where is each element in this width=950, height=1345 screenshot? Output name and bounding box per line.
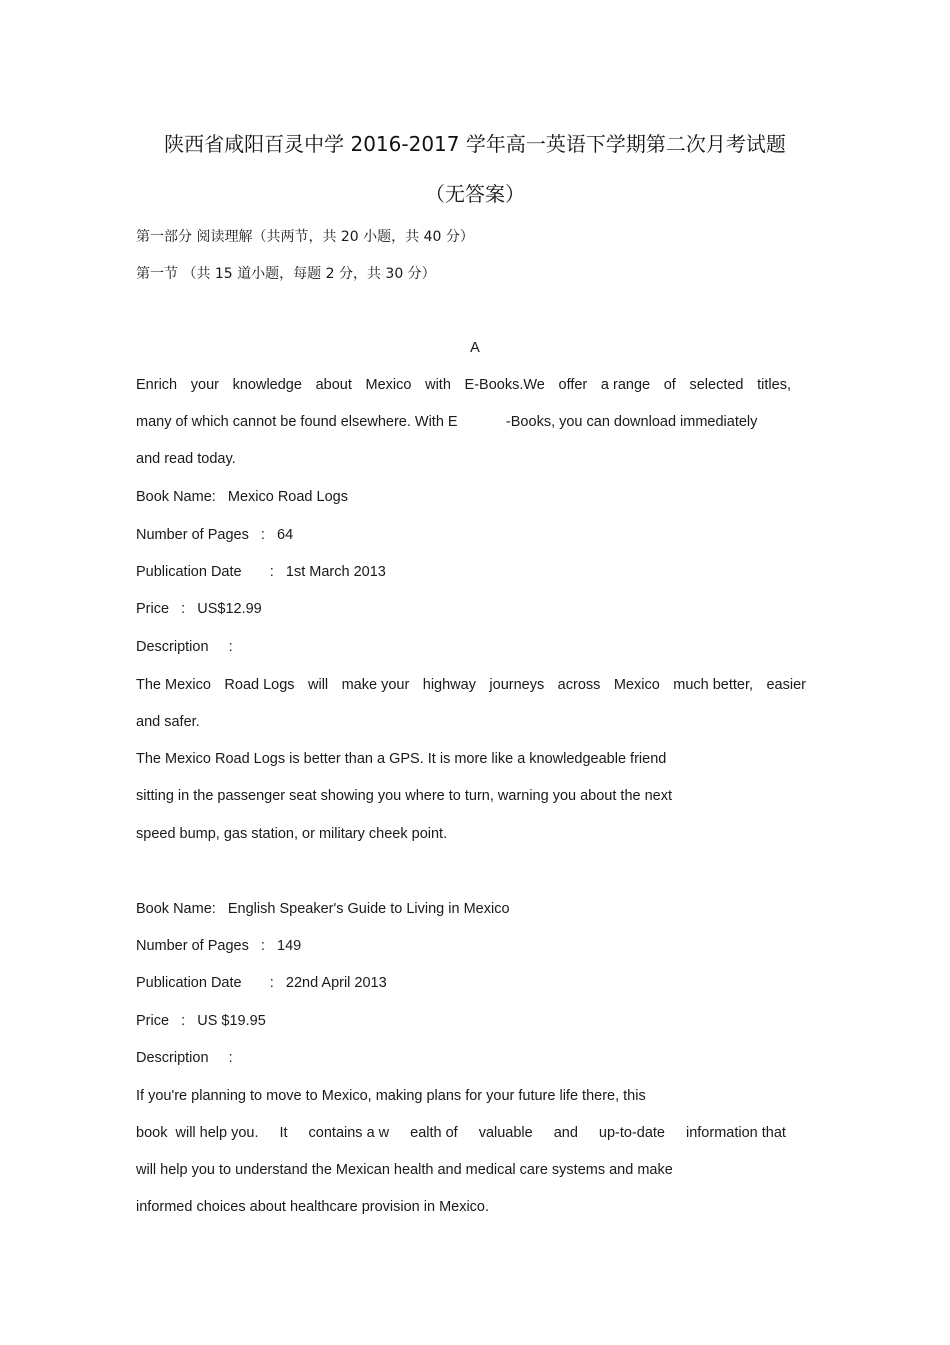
word: book will help you. — [136, 1125, 259, 1141]
intro-line-3: and read today. — [136, 451, 236, 467]
word: Mexico — [613, 677, 660, 693]
word: and — [553, 1125, 578, 1141]
word: offer — [558, 377, 588, 393]
book2-name: Book Name: English Speaker's Guide to Living in Mexico — [136, 901, 510, 917]
word: ealth of — [410, 1125, 458, 1141]
book1-date: Publication Date : 1st March 2013 — [136, 564, 386, 580]
word: selected — [689, 377, 744, 393]
passage-label: A — [470, 340, 480, 356]
word: across — [557, 677, 601, 693]
word: knowledge — [232, 377, 302, 393]
book1-desc-line-3: The Mexico Road Logs is better than a GPS. It is more like a knowledgeable friend — [136, 751, 667, 767]
word: highway — [422, 677, 476, 693]
book2-desc-line-4: informed choices about healthcare provision in Mexico. — [136, 1199, 490, 1215]
book2-date: Publication Date : 22nd April 2013 — [136, 975, 387, 991]
word: easier — [766, 677, 806, 693]
book1-desc-line-4: sitting in the passenger seat showing you where to turn, warning you about the next — [136, 788, 673, 804]
book2-desc-line-1: If you're planning to move to Mexico, making plans for your future life there, this — [136, 1088, 646, 1104]
word: E-Books.We — [464, 377, 545, 393]
book1-name: Book Name: Mexico Road Logs — [136, 489, 348, 505]
word: Road Logs — [224, 677, 295, 693]
intro-line-1 — [136, 377, 791, 393]
book2-price: Price : US $19.95 — [136, 1013, 266, 1029]
book1-desc-line-1 — [136, 677, 806, 693]
intro-line-2: many of which cannot be found elsewhere. With E -Books, you can download immediately — [136, 414, 758, 430]
part-instruction: 第一部分 阅读理解（共两节，共 20 小题，共 40 分） — [136, 229, 474, 245]
word: much better, — [673, 677, 754, 693]
word: Mexico — [365, 377, 412, 393]
book1-pages: Number of Pages : 64 — [136, 527, 294, 543]
book1-description-label: Description : — [136, 639, 233, 655]
word: Enrich — [136, 377, 178, 393]
word: your — [190, 377, 219, 393]
book2-desc-line-3: will help you to understand the Mexican health and medical care systems and make — [136, 1162, 673, 1178]
book2-desc-line-2 — [136, 1125, 786, 1141]
word: make your — [341, 677, 410, 693]
book1-price: Price : US$12.99 — [136, 601, 262, 617]
book2-pages: Number of Pages : 149 — [136, 938, 302, 954]
section-instruction: 第一节 （共 15 道小题，每题 2 分，共 30 分） — [136, 266, 436, 282]
book2-description-label: Description : — [136, 1050, 233, 1066]
page-subtitle: （无答案） — [425, 182, 525, 206]
word: It — [279, 1125, 288, 1141]
word: about — [315, 377, 352, 393]
word: The Mexico — [136, 677, 211, 693]
page-title: 陕西省咸阳百灵中学 2016-2017 学年高一英语下学期第二次月考试题 — [164, 132, 786, 156]
word: will — [308, 677, 329, 693]
word: with — [425, 377, 451, 393]
word: contains a w — [308, 1125, 390, 1141]
book1-desc-line-5: speed bump, gas station, or military cheek point. — [136, 826, 448, 842]
word: information that — [685, 1125, 786, 1141]
word: a range — [600, 377, 651, 393]
word: of — [663, 377, 676, 393]
word: valuable — [478, 1125, 533, 1141]
word: titles, — [757, 377, 791, 393]
book1-desc-line-2: and safer. — [136, 714, 200, 730]
word: journeys — [489, 677, 545, 693]
word: up-to-date — [598, 1125, 665, 1141]
